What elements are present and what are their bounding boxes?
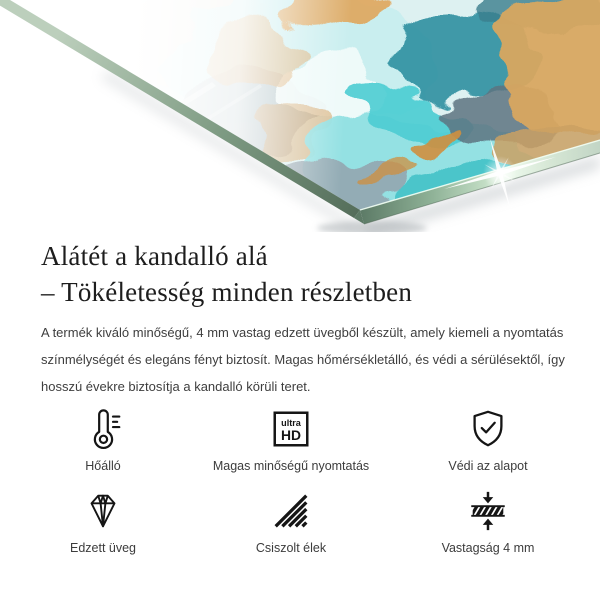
thickness-icon bbox=[466, 489, 510, 533]
product-description: A termék kiváló minőségű, 4 mm vastag edzett üvegből készült, amely kiemeli a nyomtatás színmélységét és elegáns fényt biztosít. Magas hőmérsékletálló, és védi a sérülésektől, így hosszú évekre biztosítja a kandalló körüli teret. bbox=[41, 325, 565, 394]
polished-edges-icon bbox=[269, 489, 313, 533]
thermometer-icon bbox=[81, 407, 125, 451]
feature-label: Csiszolt élek bbox=[255, 541, 327, 555]
svg-text:HD: HD bbox=[280, 427, 302, 443]
feature-label: Vastagság 4 mm bbox=[441, 541, 535, 555]
shield-check-icon bbox=[466, 407, 510, 451]
diamond-icon bbox=[81, 489, 125, 533]
feature-tempered-glass bbox=[20, 489, 186, 555]
feature-label: Magas minőségű nyomtatás bbox=[212, 459, 370, 473]
page-title-line2: – Tökéletesség minden részletben bbox=[41, 277, 413, 307]
feature-label: Hőálló bbox=[85, 459, 121, 473]
feature-protects-base bbox=[396, 407, 580, 473]
feature-hd-print bbox=[186, 407, 396, 473]
features-grid bbox=[0, 407, 600, 555]
page-title bbox=[41, 238, 600, 310]
feature-label: Edzett üveg bbox=[69, 541, 136, 555]
feature-label: Védi az alapot bbox=[448, 459, 528, 473]
feature-polished-edges bbox=[186, 489, 396, 555]
ultra-hd-icon bbox=[269, 407, 313, 451]
svg-text:ultra: ultra bbox=[281, 418, 301, 429]
feature-thickness bbox=[396, 489, 580, 555]
product-image bbox=[0, 0, 600, 232]
feature-heat-resistant bbox=[20, 407, 186, 473]
glass-panel-illustration bbox=[0, 0, 600, 232]
page-title-line1: Alátét a kandalló alá bbox=[41, 241, 268, 271]
